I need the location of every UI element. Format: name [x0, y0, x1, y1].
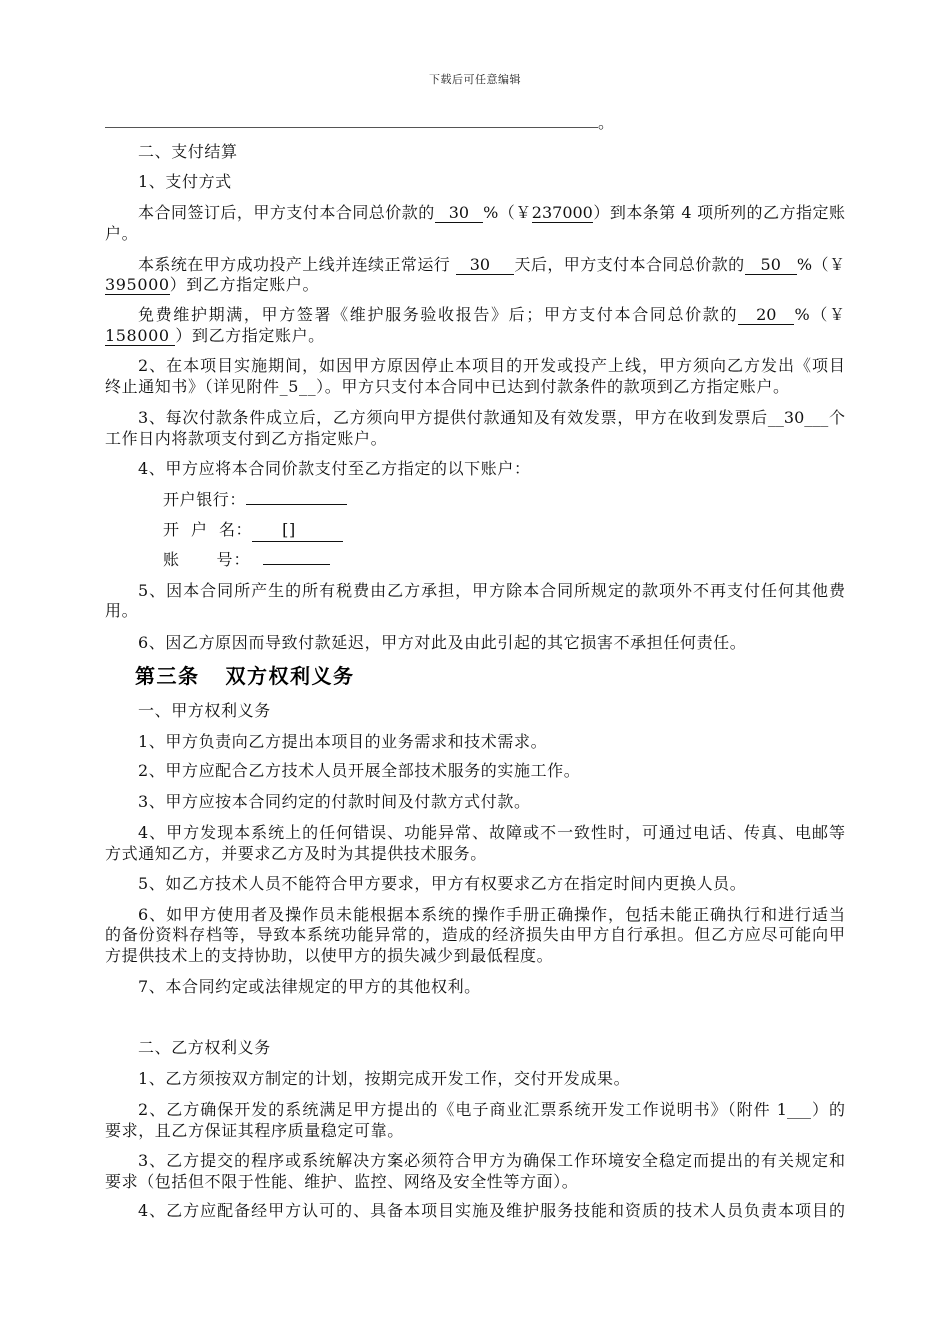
- party-a-item-5: 5、如乙方技术人员不能符合甲方要求，甲方有权要求乙方在指定时间内更换人员。: [138, 874, 747, 893]
- p2-text-d: ）到乙方指定账户。: [169, 275, 320, 294]
- payment-paragraph-3-line-2: [105, 325, 325, 347]
- party-a-item-6-line-2: 的备份资料存档等，导致本系统功能异常的，造成的经济损失由甲方自行承担。但乙方应尽可能向甲: [105, 925, 845, 944]
- payment-paragraph-3-line-1: [138, 304, 845, 326]
- payment-item-2-line-1: 2、在本项目实施期间，如因甲方原因停止本项目的开发或投产上线，甲方须向乙方发出《项目: [138, 356, 845, 375]
- payment-item-6: 6、因乙方原因而导致付款延迟，甲方对此及由此引起的其它损害不承担任何责任。: [138, 633, 747, 652]
- running-days: 30: [456, 255, 514, 275]
- lead-blank-rule: [105, 115, 598, 128]
- second-payment-amount: 395000: [105, 275, 170, 294]
- p2-text-a: 本系统在甲方成功投产上线并连续正常运行: [138, 255, 456, 274]
- p3-text-c: ）到乙方指定账户。: [175, 326, 325, 345]
- payment-item-5-line-2: 用。: [105, 601, 139, 620]
- payment-paragraph-1-line-2: 户。: [105, 224, 139, 243]
- party-a-item-6-line-1: 6、如甲方使用者及操作员未能根据本系统的操作手册正确操作，包括未能正确执行和进行适当: [138, 905, 845, 924]
- party-a-item-4-line-1: 4、甲方发现本系统上的任何错误、功能异常、故障或不一致性时，可通过电话、传真、电邮等: [138, 823, 845, 842]
- payment-method-title: 1、支付方式: [138, 172, 232, 191]
- party-b-item-2-line-2: 要求，且乙方保证其程序质量稳定可靠。: [105, 1121, 404, 1140]
- payment-paragraph-2-line-1: [138, 254, 845, 276]
- account-bank-row: [163, 489, 347, 511]
- party-a-item-1: 1、甲方负责向乙方提出本项目的业务需求和技术需求。: [138, 732, 548, 751]
- account-bank-label: 开户银行：: [163, 490, 247, 509]
- p3-text-b: %（￥: [794, 305, 845, 324]
- payment-paragraph-1-line-1: [138, 202, 845, 224]
- party-a-title: 一、甲方权利义务: [138, 701, 271, 720]
- payment-item-3-line-1: 3、每次付款条件成立后，乙方须向甲方提供付款通知及有效发票，甲方在收到发票后__30___个: [138, 408, 845, 427]
- lead-blank-line: [105, 112, 615, 134]
- p1-text-c: ）到本条第 4 项所列的乙方指定账: [592, 203, 845, 222]
- account-name-row: [163, 519, 343, 542]
- payment-section-title: 二、支付结算: [138, 142, 238, 161]
- p2-text-c: %（￥: [796, 255, 845, 274]
- payment-paragraph-2-line-2: [105, 274, 319, 296]
- party-a-item-2: 2、甲方应配合乙方技术人员开展全部技术服务的实施工作。: [138, 761, 581, 780]
- payment-item-2-line-2: 终止通知书》（详见附件_5__）。甲方只支付本合同中已达到付款条件的款项到乙方指定账户。: [105, 377, 790, 396]
- party-b-item-3-line-1: 3、乙方提交的程序或系统解决方案必须符合甲方为确保工作环境安全稳定而提出的有关规定和: [138, 1151, 845, 1170]
- account-number-row: [163, 549, 330, 571]
- payment-item-3-line-2: 工作日内将款项支付到乙方指定账户。: [105, 429, 388, 448]
- article-3-title: 双方权利义务: [225, 664, 355, 688]
- party-b-item-4-line-1: 4、乙方应配备经甲方认可的、具备本项目实施及维护服务技能和资质的技术人员负责本项目的: [138, 1201, 845, 1220]
- account-name-value: []: [282, 520, 296, 539]
- first-payment-percentage: 30: [435, 203, 483, 223]
- party-b-item-2-line-1: 2、乙方确保开发的系统满足甲方提出的《电子商业汇票系统开发工作说明书》（附件 1___）的: [138, 1100, 845, 1119]
- payment-item-4: 4、甲方应将本合同价款支付至乙方指定的以下账户：: [138, 459, 531, 478]
- second-payment-percentage: 50: [745, 255, 797, 275]
- party-a-item-7: 7、本合同约定或法律规定的甲方的其他权利。: [138, 977, 481, 996]
- lead-line-end: 。: [598, 113, 615, 132]
- third-payment-amount: 158000: [105, 326, 176, 345]
- account-name-blank: [252, 519, 343, 542]
- first-payment-amount: 237000: [531, 203, 593, 222]
- p2-text-b: 天后，甲方支付本合同总价款的: [514, 255, 745, 274]
- party-b-item-3-line-2: 要求（包括但不限于性能、维护、监控、网络及安全性等方面）。: [105, 1172, 579, 1191]
- header-note: 下载后可任意编辑: [429, 73, 521, 86]
- article-3-heading: [135, 663, 355, 689]
- payment-item-5-line-1: 5、因本合同所产生的所有税费由乙方承担，甲方除本合同所规定的款项外不再支付任何其他费: [138, 581, 845, 600]
- account-number-label: 账 号：: [163, 550, 251, 569]
- party-a-item-4-line-2: 方式通知乙方，并要求乙方及时为其提供技术服务。: [105, 844, 487, 863]
- party-b-item-1: 1、乙方须按双方制定的计划，按期完成开发工作，交付开发成果。: [138, 1069, 631, 1088]
- p1-text-a: 本合同签订后，甲方支付本合同总价款的: [138, 203, 435, 222]
- account-number-blank: [263, 550, 330, 565]
- third-payment-percentage: 20: [738, 305, 794, 325]
- p3-text-a: 免费维护期满，甲方签署《维护服务验收报告》后；甲方支付本合同总价款的: [138, 305, 739, 324]
- account-bank-blank: [246, 490, 347, 505]
- party-b-title: 二、乙方权利义务: [138, 1038, 271, 1057]
- p1-text-b: %（￥: [483, 203, 532, 222]
- article-3-number: 第三条: [135, 664, 200, 688]
- account-name-label: 开 户 名：: [163, 520, 253, 539]
- party-a-item-3: 3、甲方应按本合同约定的付款时间及付款方式付款。: [138, 792, 531, 811]
- party-a-item-6-line-3: 方提供技术上的支持协助，以使甲方的损失减少到最低程度。: [105, 946, 554, 965]
